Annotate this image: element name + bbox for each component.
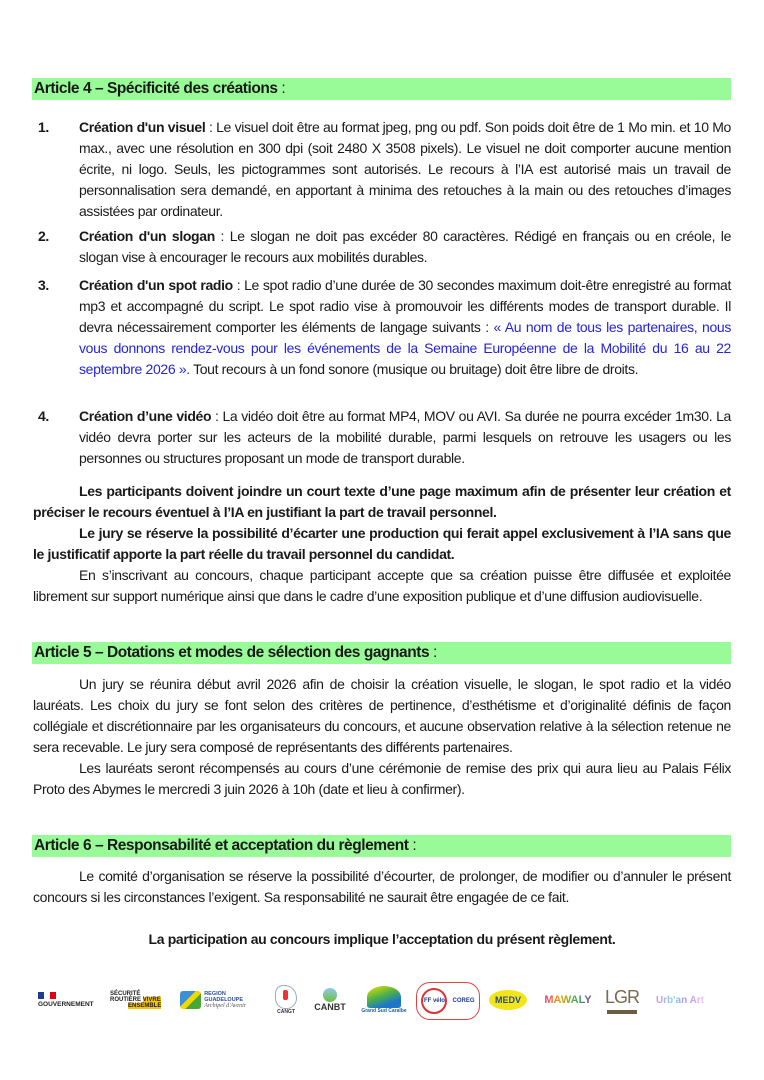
article-4-paragraphs [33, 481, 731, 607]
item-title: Création d'un slogan [79, 228, 215, 244]
logo-text: Archipel d'Avenir [204, 1003, 247, 1009]
item-text: : Le spot radio d’une durée de 30 secondes maximum doit-être enregistré au format mp3 et accompagné du script. Le spot radio vise à promouvoir les différents modes de transport durable. Il devra nécessairement comporter les éléments de langage suivants : [79, 277, 731, 335]
logo-text: Grand Sud Caraïbe [361, 1008, 407, 1014]
logo-gouvernement [38, 978, 104, 1022]
paragraph: Les lauréats seront récompensés au cours d’une cérémonie de remise des prix qui aura lieu au Palais Félix Proto des Abymes le mercredi 3 juin 2026 à 10h (date et lieu à confirmer). [33, 760, 731, 797]
paragraph: En s’inscrivant au concours, chaque participant accepte que sa création puisse être diffusée et exploitée librement sur support numérique ainsi que dans le cadre d’une exposition publique et d’une diffusion audiovisuelle. [33, 567, 731, 604]
list-item-slogan [33, 226, 731, 268]
paragraph: Le jury se réserve la possibilité d’écarter une production qui ferait appel exclusivement à l’IA sans que le justificatif apporte la part réelle du travail personnel du candidat. [33, 525, 731, 562]
closing-statement: La participation au concours implique l’acceptation du présent règlement. [148, 931, 616, 947]
heading-colon: : [277, 80, 286, 97]
article-6-paragraphs [33, 866, 731, 908]
logo-urban-art [648, 978, 712, 1022]
item-text: : La vidéo doit être au format MP4, MOV ou AVI. Sa durée ne pourra excéder 1m30. La vidéo devra porter sur les acteurs de la mobilité durable, parmi lesquels on retrouve les usagers ou les personnes ou structures proposant un mode de transport durable. [79, 408, 731, 466]
logo-cangt [268, 978, 304, 1022]
required-quote: « Au nom de tous les partenaires, nous vous donnons rendez-vous pour les événements de la Semaine Européenne de la Mobilité du 16 au 22 septembre 2026 ». [79, 319, 731, 377]
item-title: Création d'un visuel [79, 119, 206, 135]
logo-text: LGR [604, 986, 639, 1007]
item-number: 4. [38, 408, 49, 424]
logo-lgr [604, 978, 640, 1022]
item-number: 2. [38, 228, 49, 244]
logo-text: CANBT [314, 1002, 346, 1012]
article-4-heading [32, 78, 731, 100]
paragraph: Le comité d’organisation se réserve la possibilité d’écourter, de prolonger, de modifier ou d’annuler le présent concours si les circonstances l’exigent. Sa responsabilité ne saurait être engagée de ce fait. [33, 868, 731, 905]
logo-grand-sud-caraibe [356, 978, 412, 1022]
heading-text: Article 4 – Spécificité des créations [34, 80, 278, 97]
logo-text: ENSEMBLE [128, 1003, 162, 1009]
list-item-video [33, 406, 731, 469]
logo-text: MAWALY [544, 994, 592, 1006]
lgr-bar [607, 1010, 637, 1014]
heading-text: Article 5 – Dotations et modes de sélection des gagnants [34, 644, 430, 661]
heading-text: Article 6 – Responsabilité et acceptation du règlement [34, 837, 409, 854]
item-title: Création d'un spot radio [79, 277, 233, 293]
region-emblem-icon [180, 991, 201, 1009]
logo-ffvelo-coreg [416, 982, 480, 1020]
logo-text: VIVRE [142, 997, 161, 1003]
logo-medv [484, 978, 532, 1022]
logo-text: REGION GUADELOUPE [204, 991, 244, 1003]
wave-emblem-icon [367, 986, 401, 1008]
logo-text: CANGT [277, 1009, 295, 1015]
article-6-heading [32, 835, 731, 857]
article-5-heading [32, 642, 731, 664]
logo-region-guadeloupe [180, 978, 264, 1022]
item-text-after: Tout recours à un fond sonore (musique ou bruitage) doit être libre de droits. [189, 361, 639, 377]
item-number: 1. [38, 119, 49, 135]
item-text: : Le visuel doit être au format jpeg, png ou pdf. Son poids doit être de 1 Mo min. et 10 Mo max., avec une résolution en 300 dpi (soit 2480 X 3508 pixels). Le visuel ne doit comporter aucune mention écrite, ni logo. Seuls, les pictogrammes sont autorisés. Le recours à l’IA est autorisé mais un travail de personnalisation sera demandé, en apportant à minima des retouches à la main ou des retouches d’images assistées par ordinateur. [79, 119, 731, 219]
logo-text: MEDV [489, 990, 527, 1010]
item-number: 3. [38, 277, 49, 293]
logo-securite-routiere [110, 978, 176, 1022]
list-item-visuel [33, 117, 731, 222]
logo-text: GOUVERNEMENT [38, 1001, 94, 1008]
heading-colon: : [429, 644, 437, 661]
article-5-paragraphs [33, 674, 731, 800]
island-outline-icon [275, 985, 297, 1009]
logo-canbt [308, 978, 352, 1022]
paragraph: Les participants doivent joindre un court texte d’une page maximum afin de présenter leur création et préciser le recours éventuel à l’IA en justifiant la part de travail personnel. [33, 483, 731, 520]
paragraph: Un jury se réunira début avril 2026 afin de choisir la création visuelle, le slogan, le spot radio et la vidéo lauréats. Les choix du jury se font selon des critères de pertinence, d’esthétisme et d’originalité définis de façon collégiale et discrétionnaire par les organisateurs du concours, et aucune observation relative à la sélection retenue ne sera recevable. Le jury sera composé de représentants des différents partenaires. [33, 676, 731, 755]
canbt-emblem-icon [323, 988, 337, 1002]
heading-colon: : [408, 837, 417, 854]
logo-text: ROUTIÈRE [110, 997, 142, 1003]
item-text: : Le slogan ne doit pas excéder 80 caractères. Rédigé en français ou en créole, le slogan vise à encourager le recours aux mobilités durables. [79, 228, 732, 265]
logo-mawaly [538, 978, 598, 1022]
logo-text: SÉCURITÉ [110, 991, 141, 997]
item-title: Création d’une vidéo [79, 408, 212, 424]
ffvelo-icon: FF vélo [421, 988, 447, 1014]
french-flag-icon [38, 992, 56, 999]
partner-logos [38, 978, 738, 1022]
list-item-spot-radio [33, 275, 731, 380]
logo-text: Urb'an Art [655, 994, 705, 1006]
logo-text: COREG [452, 998, 475, 1004]
